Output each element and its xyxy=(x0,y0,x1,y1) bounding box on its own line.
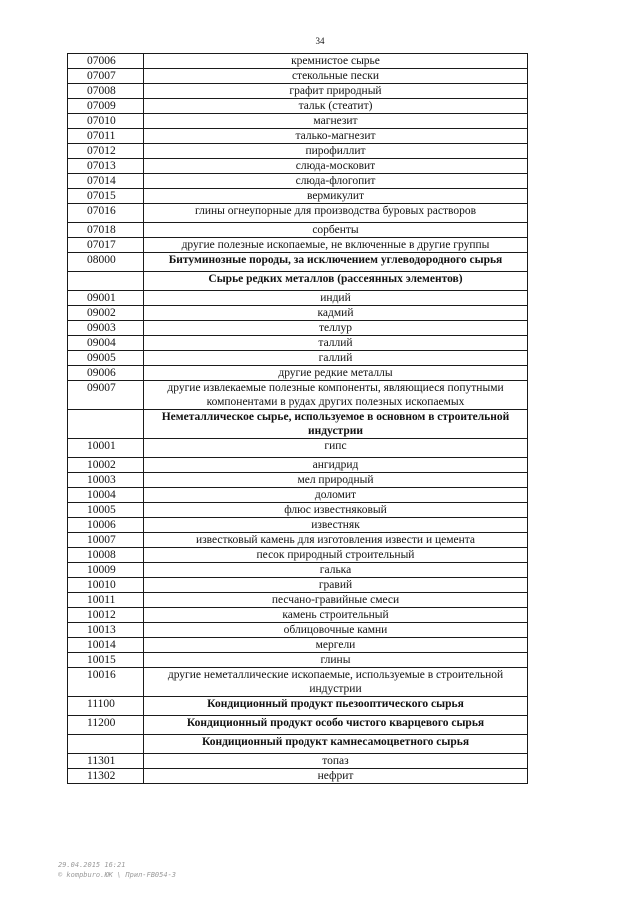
row-code: 10009 xyxy=(68,563,144,578)
row-name: флюс известняковый xyxy=(144,503,528,518)
table-row xyxy=(68,473,528,488)
row-code: 07014 xyxy=(68,174,144,189)
row-name: таллий xyxy=(144,336,528,351)
row-name: индий xyxy=(144,291,528,306)
row-code: 10007 xyxy=(68,533,144,548)
table-row xyxy=(68,381,528,410)
row-name: магнезит xyxy=(144,114,528,129)
page-number: 34 xyxy=(315,36,325,46)
row-name: топаз xyxy=(144,754,528,769)
table-row xyxy=(68,69,528,84)
row-name: песчано-гравийные смеси xyxy=(144,593,528,608)
row-code: 09001 xyxy=(68,291,144,306)
row-name: другие редкие металлы xyxy=(144,366,528,381)
row-name: нефрит xyxy=(144,769,528,784)
row-code xyxy=(68,272,144,291)
row-code: 10013 xyxy=(68,623,144,638)
row-name: Сырье редких металлов (рассеянных элементов) xyxy=(144,272,528,291)
row-code: 07018 xyxy=(68,223,144,238)
row-name: Кондиционный продукт пьезооптического сырья xyxy=(144,697,528,716)
footer-source: © kompburo.ЮК \ Прил-FB054-3 xyxy=(58,871,177,879)
table-row xyxy=(68,291,528,306)
table-row xyxy=(68,321,528,336)
row-name: слюда-московит xyxy=(144,159,528,174)
row-code: 10003 xyxy=(68,473,144,488)
table-row xyxy=(68,174,528,189)
row-name: другие полезные ископаемые, не включенные в другие группы xyxy=(144,238,528,253)
table-row xyxy=(68,351,528,366)
row-code: 07016 xyxy=(68,204,144,223)
table-row xyxy=(68,623,528,638)
row-code: 07011 xyxy=(68,129,144,144)
row-name: галлий xyxy=(144,351,528,366)
table-row xyxy=(68,716,528,735)
table-row xyxy=(68,533,528,548)
row-name: известняк xyxy=(144,518,528,533)
row-name: мел природный xyxy=(144,473,528,488)
table-row xyxy=(68,608,528,623)
table-row xyxy=(68,638,528,653)
table-row xyxy=(68,366,528,381)
table-body xyxy=(68,54,528,784)
row-name: глины xyxy=(144,653,528,668)
row-code: 10004 xyxy=(68,488,144,503)
row-code: 11100 xyxy=(68,697,144,716)
section-header-row xyxy=(68,410,528,439)
table-row xyxy=(68,458,528,473)
row-code: 10002 xyxy=(68,458,144,473)
table-row xyxy=(68,84,528,99)
row-code: 07006 xyxy=(68,54,144,69)
table-row xyxy=(68,336,528,351)
table-row xyxy=(68,439,528,458)
table-row xyxy=(68,189,528,204)
row-name: ангидрид xyxy=(144,458,528,473)
classification-table xyxy=(67,53,528,784)
row-name: кадмий xyxy=(144,306,528,321)
row-code: 10006 xyxy=(68,518,144,533)
table-row xyxy=(68,769,528,784)
table-row xyxy=(68,129,528,144)
table-row xyxy=(68,503,528,518)
row-code: 10016 xyxy=(68,668,144,697)
row-name: песок природный строительный xyxy=(144,548,528,563)
table-row xyxy=(68,144,528,159)
row-name: теллур xyxy=(144,321,528,336)
table-row xyxy=(68,488,528,503)
row-code: 07007 xyxy=(68,69,144,84)
row-name: Кондиционный продукт камнесамоцветного сырья xyxy=(144,735,528,754)
table-row xyxy=(68,668,528,697)
row-code: 09002 xyxy=(68,306,144,321)
row-code: 09004 xyxy=(68,336,144,351)
row-code: 10011 xyxy=(68,593,144,608)
table-row xyxy=(68,653,528,668)
footer-stamp xyxy=(58,860,176,880)
row-name: другие неметаллические ископаемые, используемые в строительной индустрии xyxy=(144,668,528,697)
row-name: гипс xyxy=(144,439,528,458)
row-code: 09005 xyxy=(68,351,144,366)
section-header-row xyxy=(68,272,528,291)
table-row xyxy=(68,578,528,593)
row-name: вермикулит xyxy=(144,189,528,204)
table-row xyxy=(68,223,528,238)
table-row xyxy=(68,697,528,716)
row-code: 07015 xyxy=(68,189,144,204)
row-code: 07017 xyxy=(68,238,144,253)
row-name: Битуминозные породы, за исключением углеводородного сырья xyxy=(144,253,528,272)
row-name: стекольные пески xyxy=(144,69,528,84)
table-row xyxy=(68,518,528,533)
table-row xyxy=(68,238,528,253)
row-code: 11200 xyxy=(68,716,144,735)
row-code: 10005 xyxy=(68,503,144,518)
row-name: Неметаллическое сырье, используемое в основном в строительной индустрии xyxy=(144,410,528,439)
section-header-row xyxy=(68,735,528,754)
row-name: известковый камень для изготовления извести и цемента xyxy=(144,533,528,548)
row-code: 10008 xyxy=(68,548,144,563)
row-code xyxy=(68,410,144,439)
row-code: 11301 xyxy=(68,754,144,769)
row-name: кремнистое сырье xyxy=(144,54,528,69)
row-code: 10012 xyxy=(68,608,144,623)
row-code: 10014 xyxy=(68,638,144,653)
row-name: галька xyxy=(144,563,528,578)
row-name: графит природный xyxy=(144,84,528,99)
row-name: доломит xyxy=(144,488,528,503)
row-name: гравий xyxy=(144,578,528,593)
table-row xyxy=(68,253,528,272)
table-row xyxy=(68,99,528,114)
footer-timestamp: 29.04.2015 16:21 xyxy=(58,861,126,869)
row-code: 07012 xyxy=(68,144,144,159)
table-row xyxy=(68,563,528,578)
table-row xyxy=(68,593,528,608)
row-code: 09006 xyxy=(68,366,144,381)
row-name: слюда-флогопит xyxy=(144,174,528,189)
table-row xyxy=(68,548,528,563)
row-code: 10001 xyxy=(68,439,144,458)
row-code: 09003 xyxy=(68,321,144,336)
row-name: талько-магнезит xyxy=(144,129,528,144)
row-code: 08000 xyxy=(68,253,144,272)
row-code: 07010 xyxy=(68,114,144,129)
table-row xyxy=(68,754,528,769)
row-name: сорбенты xyxy=(144,223,528,238)
row-code: 11302 xyxy=(68,769,144,784)
row-name: камень строительный xyxy=(144,608,528,623)
row-name: мергели xyxy=(144,638,528,653)
table-row xyxy=(68,204,528,223)
row-code: 09007 xyxy=(68,381,144,410)
row-code xyxy=(68,735,144,754)
table-row xyxy=(68,54,528,69)
row-code: 07013 xyxy=(68,159,144,174)
table-row xyxy=(68,306,528,321)
row-name: пирофиллит xyxy=(144,144,528,159)
row-name: глины огнеупорные для производства буровых растворов xyxy=(144,204,528,223)
table-row xyxy=(68,114,528,129)
table-row xyxy=(68,159,528,174)
row-name: тальк (стеатит) xyxy=(144,99,528,114)
row-name: Кондиционный продукт особо чистого кварцевого сырья xyxy=(144,716,528,735)
row-code: 07008 xyxy=(68,84,144,99)
row-code: 10010 xyxy=(68,578,144,593)
row-name: другие извлекаемые полезные компоненты, являющиеся попутными компонентами в рудах других полезных ископаемых xyxy=(144,381,528,410)
row-code: 07009 xyxy=(68,99,144,114)
row-name: облицовочные камни xyxy=(144,623,528,638)
row-code: 10015 xyxy=(68,653,144,668)
